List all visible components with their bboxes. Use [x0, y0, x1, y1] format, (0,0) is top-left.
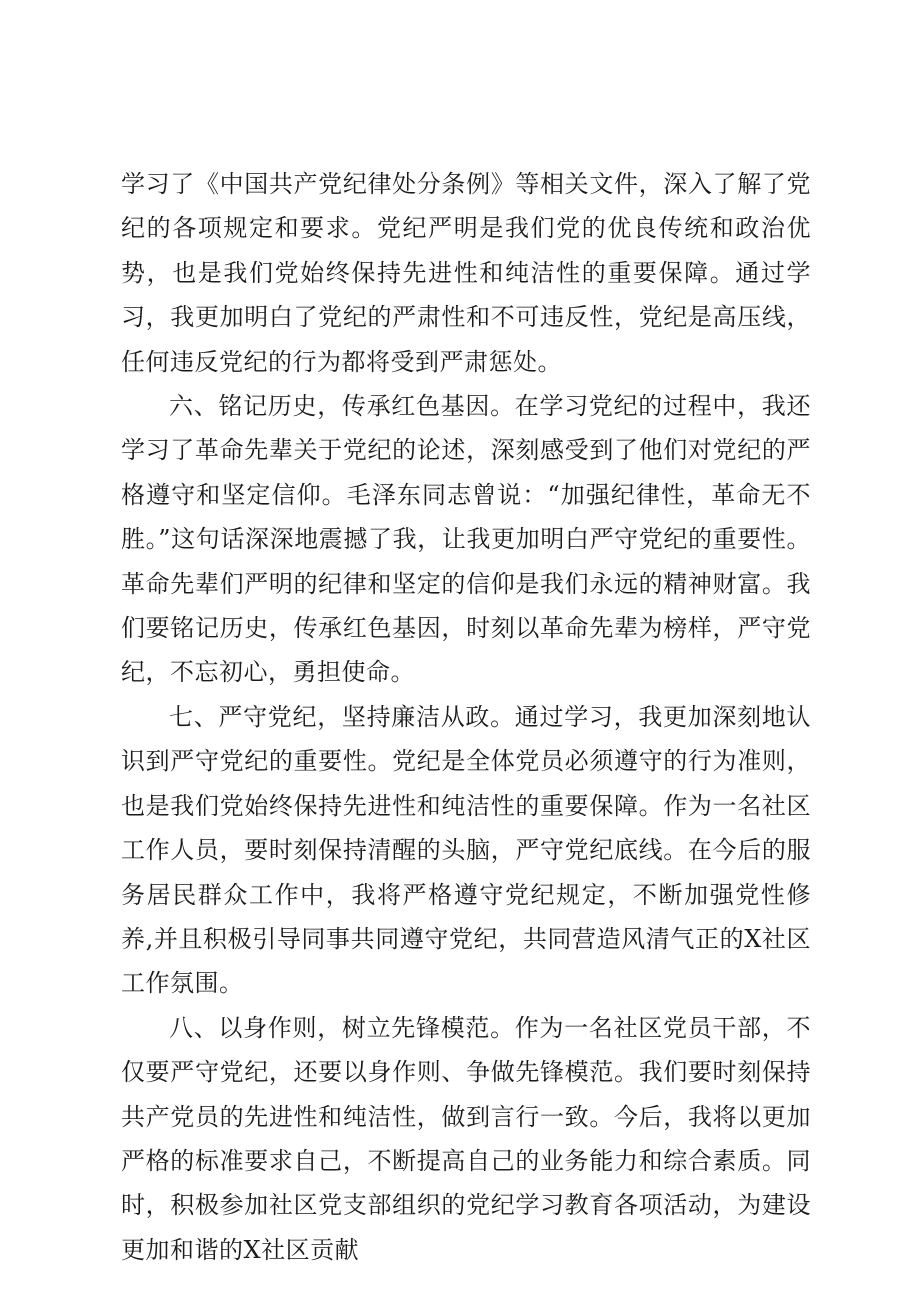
document-body	[121, 162, 811, 1272]
paragraph-1: 学习了《中国共产党纪律处分条例》等相关文件，深入了解了党纪的各项规定和要求。党纪严明是我们党的优良传统和政治优势，也是我们党始终保持先进性和纯洁性的重要保障。通过学习，我更加明白了党纪的严肃性和不可违反性，党纪是高压线，任何违反党纪的行为都将受到严肃惩处。	[121, 170, 811, 376]
paragraph-2: 六、铭记历史，传承红色基因。在学习党纪的过程中，我还学习了革命先辈关于党纪的论述，深刻感受到了他们对党纪的严格遵守和坚定信仰。毛泽东同志曾说：“加强纪律性，革命无不胜。”这句话深深地震撼了我，让我更加明白严守党纪的重要性。革命先辈们严明的纪律和坚定的信仰是我们永远的精神财富。我们要铭记历史，传承红色基因，时刻以革命先辈为榜样，严守党纪，不忘初心，勇担使命。	[121, 392, 811, 687]
paragraph-3: 七、严守党纪，坚持廉洁从政。通过学习，我更加深刻地认识到严守党纪的重要性。党纪是全体党员必须遵守的行为准则，也是我们党始终保持先进性和纯洁性的重要保障。作为一名社区工作人员，要时刻保持清醒的头脑，严守党纪底线。在今后的服务居民群众工作中，我将严格遵守党纪规定，不断加强党性修养,并且积极引导同事共同遵守党纪，共同营造风清气正的X社区工作氛围。	[121, 702, 811, 998]
paragraph-4: 八、以身作则，树立先锋模范。作为一名社区党员干部，不仅要严守党纪，还要以身作则、争做先锋模范。我们要时刻保持共产党员的先进性和纯洁性，做到言行一致。今后，我将以更加严格的标准要求自己，不断提高自己的业务能力和综合素质。同时，积极参加社区党支部组织的党纪学习教育各项活动，为建设更加和谐的X社区贡献	[121, 1013, 811, 1264]
